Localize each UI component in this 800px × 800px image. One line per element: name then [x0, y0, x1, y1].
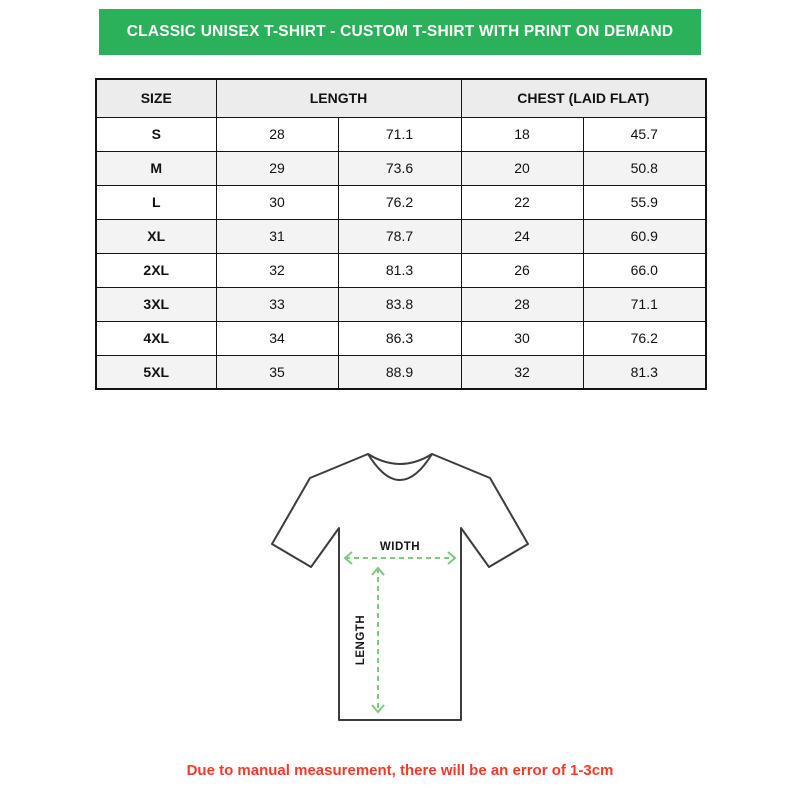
cell-size: XL [96, 219, 216, 253]
tshirt-outline [272, 454, 528, 720]
cell-size: M [96, 151, 216, 185]
table-row [96, 321, 706, 355]
cell-length_cm: 71.1 [338, 117, 461, 151]
length-label: LENGTH [355, 614, 367, 666]
cell-chest_cm: 76.2 [583, 321, 706, 355]
cell-chest_cm: 45.7 [583, 117, 706, 151]
table-row [96, 355, 706, 389]
tshirt-measurement-diagram [250, 440, 550, 748]
cell-chest_in: 18 [461, 117, 583, 151]
cell-length_cm: 88.9 [338, 355, 461, 389]
cell-length_cm: 81.3 [338, 253, 461, 287]
header-size: SIZE [96, 79, 216, 117]
cell-chest_in: 28 [461, 287, 583, 321]
measurement-note: Due to manual measurement, there will be an error of 1-3cm [186, 762, 614, 779]
cell-chest_in: 30 [461, 321, 583, 355]
cell-length_in: 29 [216, 151, 338, 185]
cell-length_cm: 83.8 [338, 287, 461, 321]
tshirt-drawing [250, 440, 550, 748]
cell-length_in: 28 [216, 117, 338, 151]
cell-length_in: 32 [216, 253, 338, 287]
table-row [96, 151, 706, 185]
table-row [96, 219, 706, 253]
cell-length_in: 35 [216, 355, 338, 389]
cell-length_in: 34 [216, 321, 338, 355]
cell-size: S [96, 117, 216, 151]
size-chart-table [95, 78, 707, 390]
cell-chest_cm: 81.3 [583, 355, 706, 389]
cell-size: 4XL [96, 321, 216, 355]
width-label: WIDTH [379, 541, 421, 553]
cell-length_cm: 78.7 [338, 219, 461, 253]
cell-length_in: 33 [216, 287, 338, 321]
cell-chest_cm: 50.8 [583, 151, 706, 185]
table-body [96, 117, 706, 389]
cell-chest_in: 20 [461, 151, 583, 185]
product-title-banner [99, 9, 701, 55]
table-row [96, 185, 706, 219]
cell-length_cm: 76.2 [338, 185, 461, 219]
cell-length_in: 31 [216, 219, 338, 253]
header-length: LENGTH [216, 79, 461, 117]
cell-length_in: 30 [216, 185, 338, 219]
cell-length_cm: 73.6 [338, 151, 461, 185]
cell-size: 2XL [96, 253, 216, 287]
table-row [96, 287, 706, 321]
cell-chest_cm: 55.9 [583, 185, 706, 219]
cell-chest_in: 26 [461, 253, 583, 287]
cell-chest_cm: 60.9 [583, 219, 706, 253]
cell-chest_cm: 66.0 [583, 253, 706, 287]
cell-size: 5XL [96, 355, 216, 389]
cell-size: L [96, 185, 216, 219]
cell-length_cm: 86.3 [338, 321, 461, 355]
table-row [96, 253, 706, 287]
cell-chest_in: 32 [461, 355, 583, 389]
table-header-row [96, 79, 706, 117]
product-title: CLASSIC UNISEX T-SHIRT - CUSTOM T-SHIRT WITH PRINT ON DEMAND [126, 23, 674, 40]
cell-size: 3XL [96, 287, 216, 321]
table-row [96, 117, 706, 151]
header-chest: CHEST (LAID FLAT) [461, 79, 706, 117]
cell-chest_in: 22 [461, 185, 583, 219]
cell-chest_in: 24 [461, 219, 583, 253]
cell-chest_cm: 71.1 [583, 287, 706, 321]
